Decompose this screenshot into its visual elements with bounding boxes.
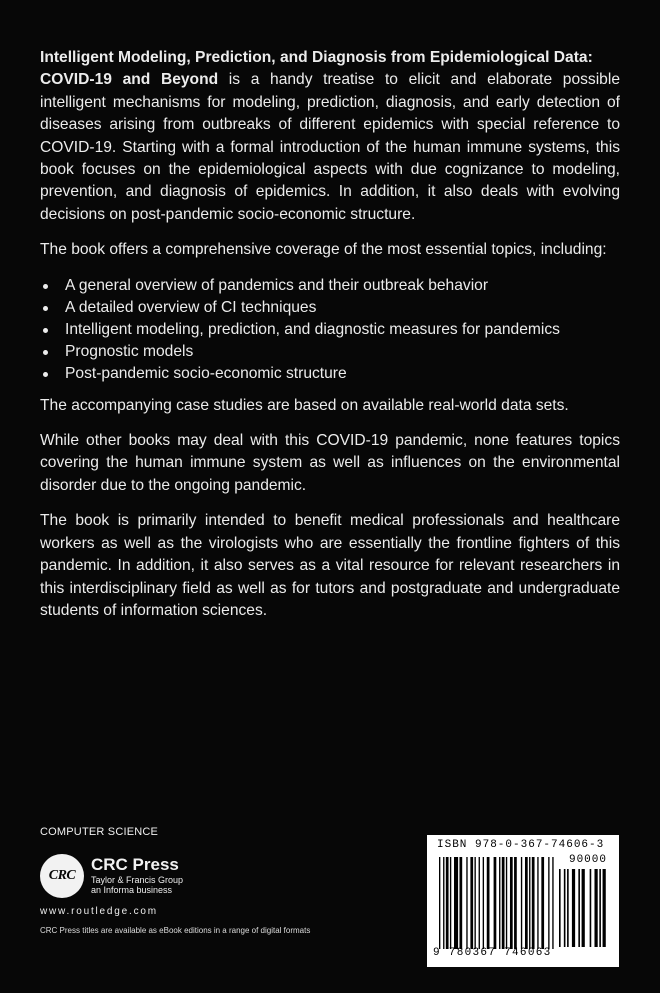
book-title-line2: COVID-19 and Beyond: [40, 71, 219, 89]
barcode-main-icon: [439, 857, 555, 949]
barcode-bar: [552, 857, 553, 949]
topic-item: Intelligent modeling, prediction, and diagnostic measures for pandemics: [40, 319, 620, 341]
topic-list: [40, 275, 620, 385]
barcode-bar: [594, 869, 597, 947]
intro-body: is a handy treatise to elicit and elaborate possible intelligent mechanisms for modeling, prediction, diagnosis, and early detection of diseases arising from outbreaks of different epidemics with special reference to COVID-19. Starting with a formal introduction of the human immune systems, this book focuses on the epidemiological aspects with due cognizance to modeling, prevention, and diagnosis of epidemics. In addition, it also deals with evolving decisions on post-pandemic socio-economic structure.: [40, 71, 620, 223]
barcode-bar: [548, 857, 549, 949]
isbn-text: ISBN 978-0-367-74606-3: [437, 839, 605, 851]
intro-paragraph: [40, 47, 620, 226]
topic-item: A detailed overview of CI techniques: [40, 297, 620, 319]
barcode-bar: [466, 857, 467, 949]
coverage-intro: The book offers a comprehensive coverage of the most essential topics, including:: [40, 241, 607, 259]
publisher-text: [91, 856, 183, 896]
publisher-name: CRC Press: [91, 854, 179, 874]
barcode-bar: [578, 869, 580, 947]
barcode-bar: [450, 857, 451, 949]
topic-item: A general overview of pandemics and their outbreak behavior: [40, 275, 620, 297]
barcode-bar: [446, 857, 449, 949]
barcode-bar: [487, 857, 490, 949]
book-title-line1: Intelligent Modeling, Prediction, and Diagnosis from Epidemiological Data:: [40, 49, 593, 66]
publisher-group: Taylor & Francis Group: [91, 875, 184, 886]
barcode-bar: [529, 857, 530, 949]
barcode-bar: [559, 869, 561, 947]
barcode-bar: [521, 857, 522, 949]
barcode-bar: [572, 869, 575, 947]
category-label: COMPUTER SCIENCE: [40, 826, 159, 838]
ean-number: 9 780367 746063: [433, 947, 552, 959]
ebook-note: CRC Press titles are available as eBook editions in a range of digital formats: [40, 926, 311, 935]
other-books-paragraph: While other books may deal with this COVID-19 pandemic, none features topics covering the human immune system as well as influences on the environmental disorder due to the ongoing pandemic.: [40, 432, 620, 494]
barcode-bar: [532, 857, 535, 949]
barcode-bar: [483, 857, 484, 949]
barcode-bar: [567, 869, 569, 947]
crc-logo-icon: [40, 854, 84, 898]
case-studies-paragraph: The accompanying case studies are based on available real-world data sets.: [40, 396, 569, 414]
publisher-url: www.routledge.com: [40, 906, 158, 917]
barcode-bar: [599, 869, 601, 947]
barcode-bar: [459, 857, 462, 949]
barcode-bar: [564, 869, 566, 947]
barcode-bar: [582, 869, 585, 947]
barcode-bar: [439, 857, 440, 949]
barcode-box: [427, 835, 619, 967]
barcode-bar: [506, 857, 507, 949]
barcode-bar: [525, 857, 528, 949]
topic-item: Prognostic models: [40, 341, 620, 363]
barcode-bar: [502, 857, 505, 949]
barcode-bar: [541, 857, 544, 949]
crc-logo-letters: CRC: [48, 868, 76, 883]
barcode-bar: [514, 857, 517, 949]
barcode-bar: [510, 857, 513, 949]
barcode-bar: [479, 857, 480, 949]
barcode-bar: [470, 857, 473, 949]
barcode-bar: [499, 857, 500, 949]
publisher-business: an Informa business: [91, 885, 173, 896]
description-text: [40, 47, 620, 635]
price-code: 90000: [568, 854, 607, 866]
barcode-bar: [443, 857, 444, 949]
barcode-addon-icon: [559, 869, 609, 947]
barcode-bar: [494, 857, 497, 949]
barcode-bar: [454, 857, 458, 949]
barcode-bar: [474, 857, 475, 949]
audience-paragraph: The book is primarily intended to benefit medical professionals and healthcare workers as well as the virologists who are essentially the frontline fighters of this pandemic. In addition, it also serves as a vital resource for relevant researchers in this interdisciplinary field as well as for tutors and postgraduate and undergraduate students of information sciences.: [40, 512, 620, 619]
barcode-bar: [537, 857, 538, 949]
barcode-bar: [603, 869, 606, 947]
publisher-logo: [40, 854, 183, 898]
barcode-bar: [590, 869, 592, 947]
topic-item: Post-pandemic socio-economic structure: [40, 363, 620, 385]
